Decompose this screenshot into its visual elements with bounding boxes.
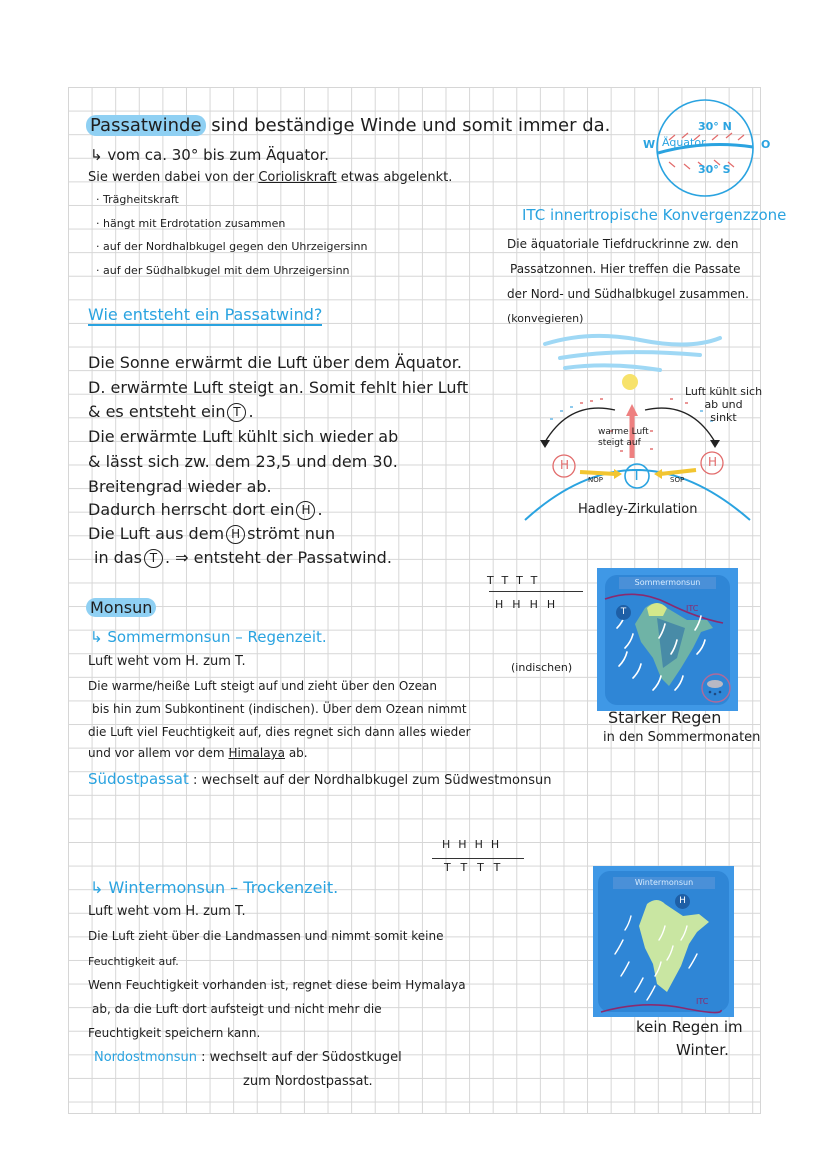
hadley-high-right: H [708,455,718,469]
winter-sketch-bottom [444,861,510,874]
high-label: H [442,838,459,851]
text: Breitengrad wieder ab. [88,477,272,496]
globe-diagram [640,95,770,205]
entstehung-line [88,427,398,446]
entstehung-line [94,548,392,568]
low-pressure-symbol: T [144,549,163,568]
summer-heading: ↳ Sommermonsun – Regenzeit. [90,628,327,646]
hadley-center-label [598,427,649,449]
itc-line: der Nord- und Südhalbkugel zusammen. [507,287,749,301]
winter-line: Wenn Feuchtigkeit vorhanden ist, regnet diese beim Hymalaya [88,978,466,992]
text: D. erwärmte Luft steigt an. Somit fehlt hier Luft [88,378,469,397]
winter-line: Luft weht vom H. zum T. [88,904,246,919]
low-label: T [501,574,517,587]
passat-line-3 [88,170,452,185]
text: sinkt [710,411,737,424]
summer-line: Die warme/heiße Luft steigt auf und zieht über den Ozean [88,679,437,693]
hadley-right-label [685,385,762,424]
high-pressure-symbol: H [296,501,315,520]
passat-bullet: · Trägheitskraft [96,193,179,206]
himalaya-term: Himalaya [228,746,285,760]
winter-card-title: Wintermonsun [613,877,715,889]
passat-bullet: · auf der Nordhalbkugel gegen den Uhrzeigersinn [96,240,368,253]
globe-south-label: 30° S [698,163,731,176]
text: und vor allem vor dem [88,746,225,760]
monsun-title-text: Monsun [86,598,156,617]
text: ab. [288,746,308,760]
low-label: T [530,574,546,587]
low-label: T [444,861,461,874]
itc-line: Passatzonnen. Hier treffen die Passate [510,262,741,276]
entstehung-line [88,378,468,397]
text: . [317,500,323,519]
text: . [248,402,254,421]
text: in das [94,548,142,567]
summer-card-caption: in den Sommermonaten [603,730,761,745]
itc-line: (konvegieren) [507,312,584,325]
low-label: T [460,861,478,874]
winter-card-high-badge: H [675,894,690,909]
winter-sketch-line [432,858,524,859]
winter-line: ab, da die Luft dort aufsteigt und nicht mehr die [92,1002,382,1016]
text: : wechselt auf der Südostkugel [201,1050,402,1065]
high-label: H [529,598,547,611]
summer-monsoon-card [597,568,738,711]
summer-line [88,746,308,760]
text: Luft kühlt sich [685,385,763,398]
nordostmonsun-line [94,1050,402,1065]
low-label: T [493,861,511,874]
hadley-caption: Hadley-Zirkulation [578,502,698,517]
entstehung-line [88,500,323,520]
high-label: H [458,838,475,851]
entstehung-line [88,402,254,422]
summer-sketch-line [489,591,583,592]
winter-card-caption: kein Regen im [636,1018,743,1036]
winter-heading: ↳ Wintermonsun – Trockenzeit. [90,878,339,897]
high-label: H [474,838,491,851]
globe-west-label: W [643,138,656,151]
passat-title-highlight: Passatwinde [86,115,206,136]
text: & lässt sich zw. dem 23,5 und dem 30. [88,452,398,471]
suedostpassat-label: Südostpassat [88,770,189,788]
summer-card-title: Sommermonsun [619,577,716,589]
winter-line: Feuchtigkeit speichern kann. [88,1026,261,1040]
winter-card-itc: ITC [696,997,709,1006]
low-pressure-symbol: T [227,403,246,422]
monsun-title [86,598,156,617]
winter-sketch-top [442,838,507,851]
hadley-high-left: H [560,458,570,472]
high-label: H [495,598,513,611]
winter-line: Feuchtigkeit auf. [88,955,179,968]
passat-title-rest: sind beständige Winde und somit immer da. [211,115,611,136]
passat-bullet: · auf der Südhalbkugel mit dem Uhrzeigersinn [96,264,350,277]
text: ab und [704,398,743,411]
winter-card-caption: Winter. [676,1041,729,1059]
text: . ⇒ entsteht der Passatwind. [164,548,392,567]
itc-line: Die äquatoriale Tiefdruckrinne zw. den [507,237,739,251]
passat-title [86,115,610,136]
globe-equator-label: Äquator [662,136,706,149]
summer-line: die Luft viel Feuchtigkeit auf, dies regnet sich dann alles wieder [88,725,471,739]
itc-title: ITC innertropische Konvergenzzone [522,206,787,224]
passat-line-2: ↳ vom ca. 30° bis zum Äquator. [90,146,329,164]
low-label: T [477,861,494,874]
globe-east-label: O [761,138,771,151]
summer-card-caption: Starker Regen [608,708,722,727]
high-label: H [512,598,530,611]
entstehung-line [88,524,335,544]
text: Die erwärmte Luft kühlt sich wieder ab [88,427,399,446]
summer-sketch-bottom [495,598,564,611]
coriolis-term: Corioliskraft [258,170,337,185]
text: steigt auf [598,438,641,448]
text: & es entsteht ein [88,402,226,421]
text: Dadurch herrscht dort ein [88,500,295,519]
high-label: H [546,598,565,611]
entstehung-line [88,477,272,496]
summer-sketch-top [487,574,545,587]
hadley-arrow-right-label: SOP [670,476,685,484]
nordostmonsun-label: Nordostmonsun [94,1050,197,1065]
winter-line: Die Luft zieht über die Landmassen und nimmt somit keine [88,929,444,943]
summer-line: bis hin zum Subkontinent (indischen). Über dem Ozean nimmt [92,702,467,716]
text: Die Luft aus dem [88,524,225,543]
text: warme Luft [598,427,649,437]
text: Die Sonne erwärmt die Luft über dem Äquator. [88,353,462,372]
low-label: T [487,574,502,587]
globe-north-label: 30° N [698,120,732,133]
suedostpassat-line [88,770,551,788]
summer-card-low-badge: T [616,605,631,620]
entstehung-line [88,353,462,372]
summer-line: Luft weht vom H. zum T. [88,654,246,669]
passat-bullet: · hängt mit Erdrotation zusammen [96,217,286,230]
text: : wechselt auf der Nordhalbkugel zum Südwestmonsun [192,773,552,788]
hadley-low: T [632,466,642,484]
summer-card-itc: ITC [686,604,699,613]
summer-annotation: (indischen) [511,661,573,674]
text: Sie werden dabei von der [88,170,255,185]
hadley-arrow-left-label: NOP [588,476,603,484]
entstehung-heading: Wie entsteht ein Passatwind? [88,305,323,324]
high-label: H [490,838,508,851]
high-pressure-symbol: H [226,525,245,544]
entstehung-line [88,452,398,471]
winter-monsoon-card [593,866,734,1017]
text: strömt nun [247,524,336,543]
low-label: T [516,574,531,587]
nordostmonsun-line-2: zum Nordostpassat. [243,1074,373,1089]
text: etwas abgelenkt. [340,170,453,185]
